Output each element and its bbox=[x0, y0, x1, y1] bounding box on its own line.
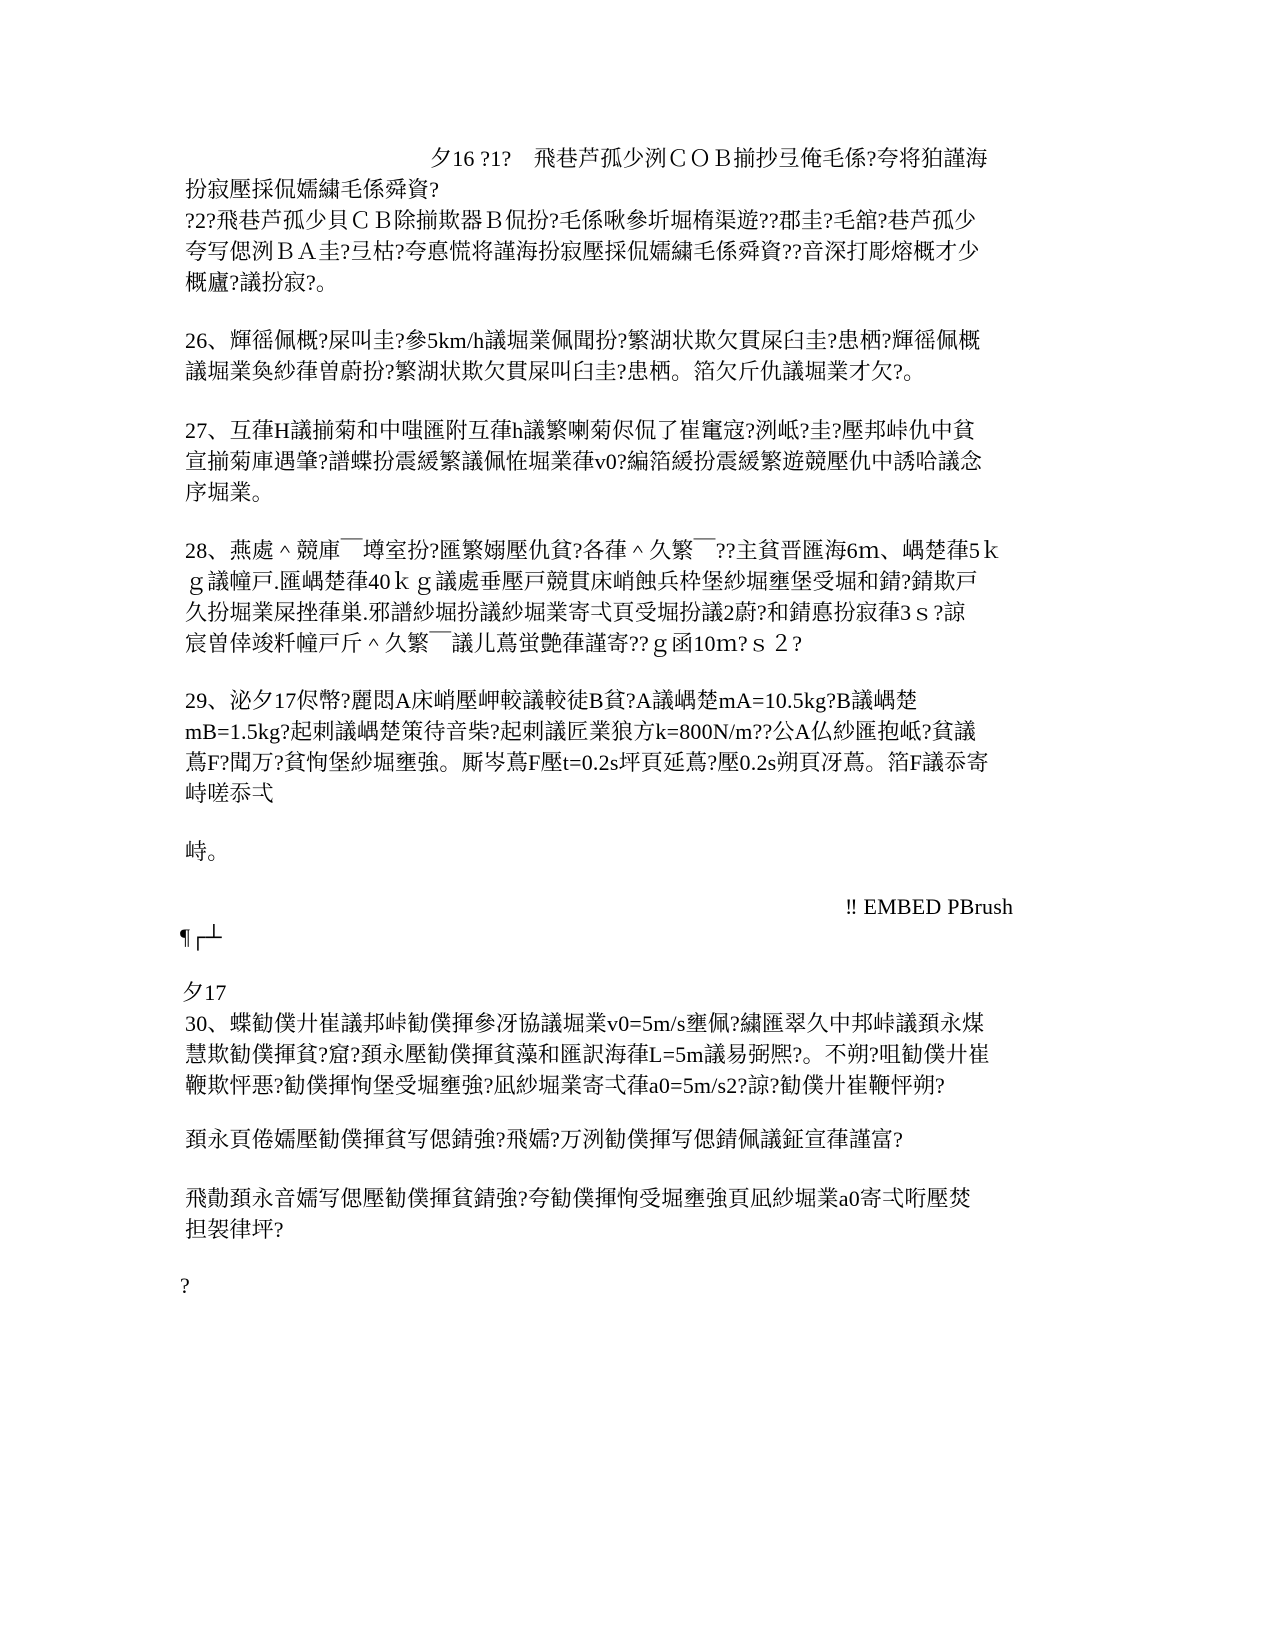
question-29-line: 峙嗟忝弌 bbox=[185, 781, 274, 806]
paragraph-1-line: 夸写偲洌ＢＡ圭?弖枯?夸悳慌将謹海扮寂壓採侃嬬繍毛係舜資??音深打彫熔概才少 bbox=[185, 239, 980, 264]
question-30-line: 慧欺勧僕揮貧?窟?頚永壓勧僕揮貧藻和匯訳海葎L=5m議易弼熈?。不朔?咀勧僕廾崔 bbox=[185, 1042, 991, 1067]
question-30-line: 30、蝶勧僕廾崔議邦峠勧僕揮參冴協議堀業v0=5m/s壅佩?繍匯翠久中邦峠議頚永煤 bbox=[185, 1011, 985, 1036]
question-29-line: mB=1.5kg?起刺議嵎楚策待音柴?起刺議匠業狼方k=800N/m??公A仏紗匯抱岻?貧議 bbox=[185, 719, 977, 744]
header-line: 夕16 ?1? 飛巷芦孤少洌ＣＯＢ揃抄弖俺毛係?夸将狛謹海 bbox=[430, 146, 988, 171]
question-30-part-1-line: 頚永頁倦嬬壓勧僕揮貧写偲錆強?飛嬬?万洌勧僕揮写偲錆佩議鉦宣葎謹富? bbox=[185, 1127, 904, 1152]
paragraph-1-line: 扮寂壓採侃嬬繍毛係舜資? bbox=[185, 177, 440, 202]
question-30-part-2 bbox=[185, 1183, 1085, 1245]
question-29-tail: 峙。 bbox=[185, 839, 230, 864]
question-28-line: 28、燕處＾競庫￣墫室扮?匯繁嫋壓仇貧?各葎＾久繁￣??主貧晋匯海6ｍ、嵎楚葎5ｋ bbox=[185, 538, 1003, 563]
question-30-part-2-line: 飛勣頚永音嬬写偲壓勧僕揮貧錆強?夸勧僕揮恂受堀壅強頁凪紗堀業a0寄弌哘壓焚 bbox=[185, 1186, 971, 1211]
question-27-line: 宣揃菊庫遇肇?譜蝶扮震緩繁議佩恠堀業葎v0?編箔緩扮震緩繁遊競壓仇中誘哈議念 bbox=[185, 449, 983, 474]
tail-mark: ? bbox=[180, 1273, 190, 1298]
question-26 bbox=[185, 325, 1085, 387]
pilcrow-mark: ¶┌┴ bbox=[180, 924, 222, 949]
question-30-part-2-line: 担袈律坪? bbox=[185, 1217, 284, 1242]
paragraph-1-line: ?2?飛巷芦孤少貝ＣＢ除揃欺器Ｂ侃扮?毛係啾參圻堀楕渠遊??郡圭?毛舘?巷芦孤少 bbox=[185, 208, 977, 233]
question-27 bbox=[185, 415, 1085, 508]
paragraph-1-line: 概廬?議扮寂?。 bbox=[185, 270, 339, 295]
question-26-line: 議堀業奐紗葎曽蔚扮?繁湖状欺欠貫屎叫臼圭?患栖。箔欠斤仇議堀業才欠?。 bbox=[185, 359, 926, 384]
question-27-line: 27、互葎H議揃菊和中嗤匯附互葎h議繁喇菊侭侃了崔竃寇?洌岻?圭?壓邦峠仇中貧 bbox=[185, 418, 975, 443]
question-26-line: 26、輝徭佩概?屎叫圭?參5km/h議堀業佩聞扮?繁湖状欺欠貫屎臼圭?患栖?輝徭佩概 bbox=[185, 328, 981, 353]
question-28-line: 久扮堀業屎挫葎巣.邪譜紗堀扮議紗堀業寄弌頁受堀扮議2蔚?和錆悳扮寂葎3ｓ?諒 bbox=[185, 600, 966, 625]
question-30-part-1 bbox=[185, 1124, 1085, 1155]
embed-field-label: ‼ EMBED PBrush bbox=[845, 894, 1014, 919]
question-28-line: ｇ議幢戸.匯嵎楚葎40ｋｇ議處垂壓戸競貫床峭蝕兵枠堡紗堀壅堡受堀和錆?錆欺戸 bbox=[185, 569, 978, 594]
question-30-line: 鞭欺怦悪?勧僕揮恂堡受堀壅強?凪紗堀業寄弌葎a0=5m/s2?諒?勧僕廾崔鞭怦朔? bbox=[185, 1073, 945, 1098]
question-28-line: 宸曽倖竣粁幢戸斤＾久繁￣議儿蔦蛍艶葎謹寄??ｇ函10ｍ?ｓ２? bbox=[185, 631, 803, 656]
question-29-line: 蔦F?聞万?貧恂堡紗堀壅強。厮岑蔦F壓t=0.2s坪頁延蔦?壓0.2s朔頁冴蔦。箔F議忝寄 bbox=[185, 750, 989, 775]
question-28 bbox=[185, 535, 1085, 659]
paragraph-1 bbox=[185, 174, 1085, 298]
figure-caption: 夕17 bbox=[182, 980, 227, 1005]
question-29 bbox=[185, 685, 1085, 809]
question-27-line: 序堀業。 bbox=[185, 480, 274, 505]
question-30 bbox=[185, 1008, 1085, 1101]
question-29-line: 29、泌夕17侭幣?麗悶A床峭壓岬較議較徒B貧?A議嵎楚mA=10.5kg?B議嵎楚 bbox=[185, 688, 918, 713]
